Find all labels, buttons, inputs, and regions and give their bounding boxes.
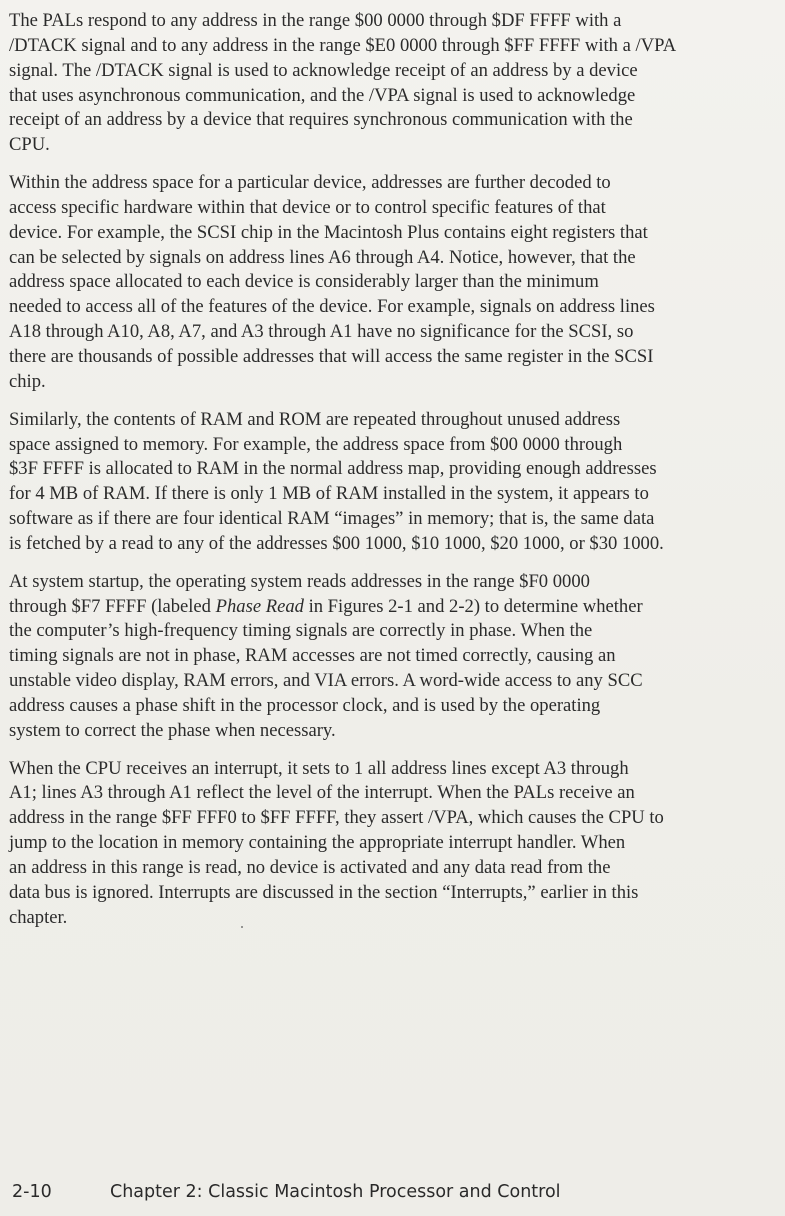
text-line: there are thousands of possible addresses that will access the same register in the SCSI — [9, 345, 654, 367]
text-line: A1; lines A3 through A1 reflect the level of the interrupt. When the PALs receive an — [9, 782, 635, 804]
text-line: is fetched by a read to any of the addresses $00 1000, $10 1000, $20 1000, or $30 1000. — [9, 532, 664, 554]
text-line: access specific hardware within that device or to control specific features of that — [9, 196, 606, 218]
text-line: data bus is ignored. Interrupts are discussed in the section “Interrupts,” earlier in this — [9, 881, 639, 903]
text-line: for 4 MB of RAM. If there is only 1 MB of RAM installed in the system, it appears to — [9, 483, 649, 505]
italic-term: Phase Read — [215, 595, 304, 617]
text-line: A18 through A10, A8, A7, and A3 through A1 have no significance for the SCSI, so — [9, 321, 634, 343]
text-line: can be selected by signals on address lines A6 through A4. Notice, however, that the — [9, 246, 636, 268]
paragraph-ram-rom-repeat — [9, 408, 777, 557]
text-line — [9, 595, 777, 620]
text-line: CPU. — [9, 134, 50, 156]
text-line: device. For example, the SCSI chip in the Macintosh Plus contains eight registers that — [9, 221, 648, 243]
text-line: needed to access all of the features of the device. For example, signals on address lines — [9, 296, 655, 318]
text-line: space assigned to memory. For example, the address space from $00 0000 through — [9, 433, 623, 455]
text-line: At system startup, the operating system reads addresses in the range $F0 0000 — [9, 570, 590, 592]
text-line: jump to the location in memory containing the appropriate interrupt handler. When — [9, 832, 626, 854]
text-line: signal. The /DTACK signal is used to acknowledge receipt of an address by a device — [9, 59, 638, 81]
text-line: chip. — [9, 370, 46, 392]
text-line: /DTACK signal and to any address in the range $E0 0000 through $FF FFFF with a /VPA — [9, 34, 677, 56]
page-number: 2-10 — [12, 1182, 52, 1202]
text-line: chapter. — [9, 906, 68, 928]
chapter-title: Chapter 2: Classic Macintosh Processor and Control — [110, 1182, 561, 1202]
text-line: address causes a phase shift in the processor clock, and is used by the operating — [9, 694, 601, 716]
paragraph-address-decoding — [9, 171, 777, 395]
text-line: software as if there are four identical RAM “images” in memory; that is, the same data — [9, 508, 655, 530]
text-line: When the CPU receives an interrupt, it sets to 1 all address lines except A3 through — [9, 757, 629, 779]
text-line: an address in this range is read, no device is activated and any data read from the — [9, 857, 611, 878]
text-line: Similarly, the contents of RAM and ROM are repeated throughout unused address — [9, 408, 621, 430]
paragraph-system-startup — [9, 570, 777, 744]
text-line: address space allocated to each device is considerably larger than the minimum — [9, 271, 599, 293]
text-line: system to correct the phase when necessary. — [9, 719, 336, 741]
text-line: Within the address space for a particular device, addresses are further decoded to — [9, 172, 611, 194]
text-line: unstable video display, RAM errors, and VIA errors. A word-wide access to any SCC — [9, 670, 643, 692]
text-line: timing signals are not in phase, RAM accesses are not timed correctly, causing an — [9, 645, 616, 667]
text-line: the computer’s high-frequency timing signals are correctly in phase. When the — [9, 620, 593, 642]
text-line: The PALs respond to any address in the range $00 0000 through $DF FFFF with a — [9, 10, 622, 31]
paragraph-pals-response — [9, 9, 777, 158]
text-segment: in Figures 2-1 and 2-2) to determine whether — [303, 595, 643, 617]
text-line: address in the range $FF FFF0 to $FF FFFF, they assert /VPA, which causes the CPU to — [9, 807, 664, 829]
page-footer — [12, 1182, 561, 1202]
text-line: $3F FFFF is allocated to RAM in the normal address map, providing enough addresses — [9, 458, 657, 480]
text-line: that uses asynchronous communication, and the /VPA signal is used to acknowledge — [9, 84, 636, 106]
scan-speck — [241, 926, 243, 928]
body-text — [9, 9, 777, 944]
text-line: receipt of an address by a device that requires synchronous communication with the — [9, 109, 633, 131]
text-segment: through $F7 FFFF (labeled — [9, 595, 216, 617]
paragraph-interrupts — [9, 757, 777, 931]
